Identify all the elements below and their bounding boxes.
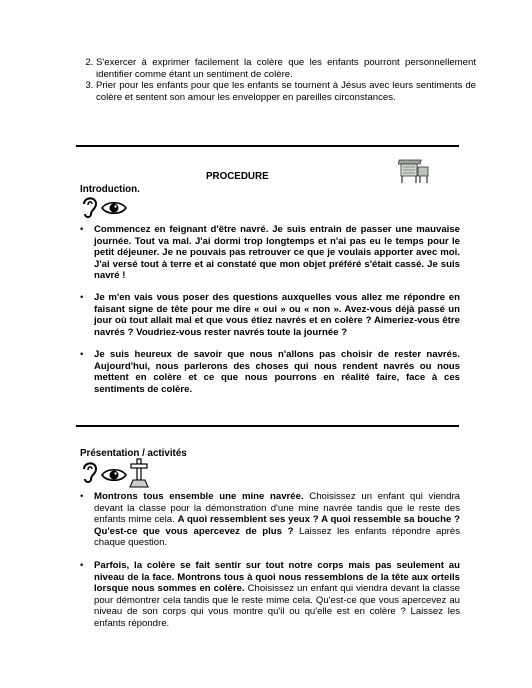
desk-icon <box>398 157 432 185</box>
bullet-marker: • <box>80 491 84 502</box>
bullet-marker: • <box>80 349 84 360</box>
section-divider <box>76 145 459 147</box>
bold-text: Montrons tous ensemble une mine navrée. <box>94 491 304 502</box>
introduction-heading: Introduction. <box>80 184 140 195</box>
bullet-text: Commencez en feignant d'être navré. Je suis entrain de passer une mauvaise journée. Tout va mal. J'ai dormi trop longtemps et n'ai pas eu le temps pour le petit déjeuner. Je ne pouvais pas retrouver ce que je voulais apporter avec moi. J'ai versé tout à terre et ai constaté que mon objet préféré s'était cassé. Je suis navré ! <box>94 224 460 282</box>
cross-icon <box>128 458 150 488</box>
list-item <box>80 560 460 630</box>
objective-text: S'exercer à exprimer facilement la colère que les enfants pourront personnellement identifier comme étant un sentiment de colère. <box>96 57 476 80</box>
list-item <box>80 292 460 338</box>
bold-text: A quoi ressemblent ses yeux ? A quoi ressemble sa bouche ? Qu'est-ce que vous apercevez de plus ? <box>94 514 460 537</box>
ear-icon <box>80 459 100 485</box>
normal-text: Choisissez un enfant qui viendra devant la classe pour démontrer cela tandis que le reste mime cela. Qu'est-ce que vous apercevez au niveau de son corps qui vous montre qu'il ou qu'elle est en colère ? Laissez les enfants répondre. <box>94 583 460 629</box>
bold-text: Parfois, la colère se fait sentir sur tout notre corps mais pas seulement au niveau de la face. Montrons tous à quoi nous ressemblons de la tête aux orteils lorsque nous sommes en colère. <box>94 560 460 595</box>
ear-icon <box>80 194 100 220</box>
list-item <box>80 224 460 282</box>
objective-item <box>96 80 476 103</box>
objective-item <box>96 57 476 80</box>
objectives-list <box>79 57 476 103</box>
normal-text: Choisissez un enfant qui viendra devant la classe pour la démonstration d'une mine navrée tandis que le reste des enfants mime cela. <box>94 491 460 526</box>
bullet-marker: • <box>80 224 84 235</box>
bullet-text: Je m'en vais vous poser des questions auxquelles vous allez me répondre en faisant signe de tête pour me dire « oui » ou « non ». Avez-vous déjà passé un jour où tout allait mal et que vous étiez navrés et en colère ? Aimeriez-vous être navrés ? Voudriez-vous rester navrés toute la journée ? <box>94 292 460 338</box>
objective-text: Prier pour les enfants pour que les enfants se tournent à Jésus avec leurs sentiments de colère et sentent son amour les envelopper en pareilles circonstances. <box>96 80 476 103</box>
eye-icon <box>101 467 127 483</box>
section-divider <box>76 425 459 427</box>
eye-icon <box>101 200 127 216</box>
list-item <box>80 491 460 549</box>
bullet-text <box>94 491 460 549</box>
bullet-marker: • <box>80 560 84 571</box>
normal-text: Laissez les enfants répondre après chaque question. <box>94 525 460 549</box>
presentation-heading: Présentation / activités <box>80 448 187 459</box>
list-item <box>80 349 460 395</box>
bullet-text <box>94 560 460 630</box>
procedure-title: PROCEDURE <box>206 171 269 182</box>
bullet-text: Je suis heureux de savoir que nous n'allons pas choisir de rester navrés. Aujourd'hui, nous parlerons des choses qui nous rendent navrés ou nous mettent en colère et ce que nous pourrons en réalité faire, face à ces sentiments de colère. <box>94 349 460 395</box>
bullet-marker: • <box>80 292 84 303</box>
